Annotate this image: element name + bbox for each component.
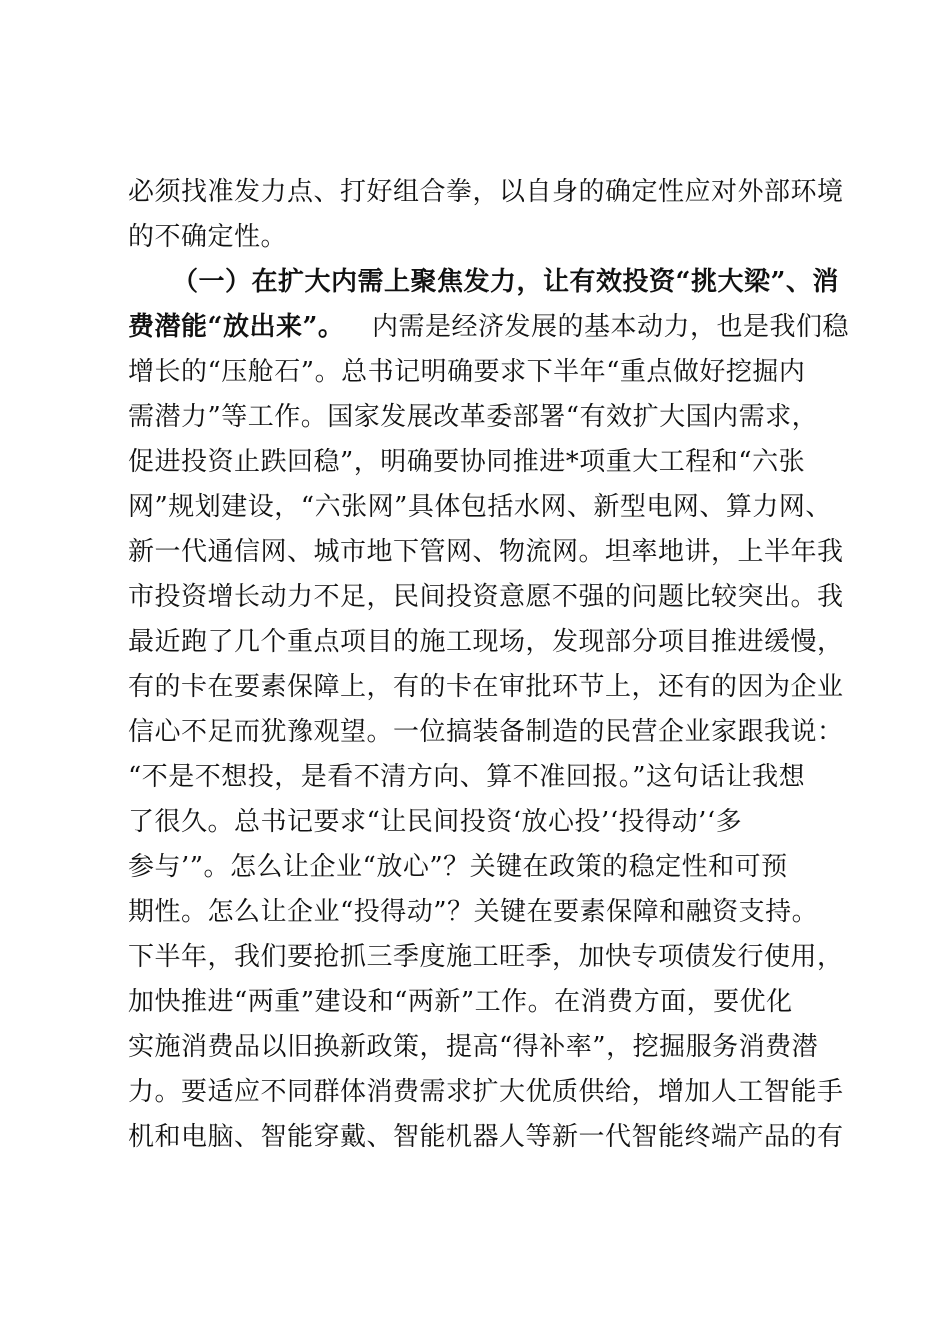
section-heading-line-1: （一）在扩大内需上聚焦发力，让有效投资“挑大梁”、消 xyxy=(172,267,839,297)
text-line-21: 机和电脑、智能穿戴、智能机器人等新一代智能终端产品的有 xyxy=(128,1122,844,1152)
text-line-4: 增长的“压舱石”。总书记明确要求下半年“重点做好挖掘内 xyxy=(128,357,806,387)
text-line-14: 了很久。总书记要求“让民间投资‘放心投’‘投得动’‘多 xyxy=(128,807,743,837)
text-line-7: 网”规划建设，“六张网”具体包括水网、新型电网、算力网、 xyxy=(128,492,832,522)
text-line-5: 需潜力”等工作。国家发展改革委部署“有效扩大国内需求， xyxy=(128,402,819,432)
text-line-15: 参与’”。怎么让企业“放心”？关键在政策的稳定性和可预 xyxy=(128,852,788,882)
text-line-9: 市投资增长动力不足，民间投资意愿不强的问题比较突出。我 xyxy=(128,582,844,612)
text-line-8: 新一代通信网、城市地下管网、物流网。坦率地讲，上半年我 xyxy=(128,537,844,567)
text-line-2: 的不确定性。 xyxy=(128,222,288,252)
text-line-20: 力。要适应不同群体消费需求扩大优质供给，增加人工智能手 xyxy=(128,1077,844,1107)
text-line-10: 最近跑了几个重点项目的施工现场，发现部分项目推进缓慢， xyxy=(128,627,844,657)
text-line-19: 实施消费品以旧换新政策，提高“得补率”，挖掘服务消费潜 xyxy=(128,1032,819,1062)
text-line-11: 有的卡在要素保障上，有的卡在审批环节上，还有的因为企业 xyxy=(128,672,844,702)
section-heading-line-2: 费潜能“放出来”。 xyxy=(128,312,345,342)
text-line-3-continuation: 内需是经济发展的基本动力，也是我们稳 xyxy=(372,312,850,342)
text-line-18: 加快推进“两重”建设和“两新”工作。在消费方面，要优化 xyxy=(128,987,793,1017)
text-line-16: 期性。怎么让企业“投得动”？关键在要素保障和融资支持。 xyxy=(128,897,819,927)
text-line-13: “不是不想投，是看不清方向、算不准回报。”这句话让我想 xyxy=(128,762,806,792)
text-line-6: 促进投资止跌回稳”，明确要协同推进*项重大工程和“六张 xyxy=(128,447,806,477)
text-line-17: 下半年，我们要抢抓三季度施工旺季，加快专项债发行使用， xyxy=(128,942,844,972)
text-line-12: 信心不足而犹豫观望。一位搞装备制造的民营企业家跟我说： xyxy=(128,717,844,747)
text-line-1: 必须找准发力点、打好组合拳，以自身的确定性应对外部环境 xyxy=(128,177,844,207)
